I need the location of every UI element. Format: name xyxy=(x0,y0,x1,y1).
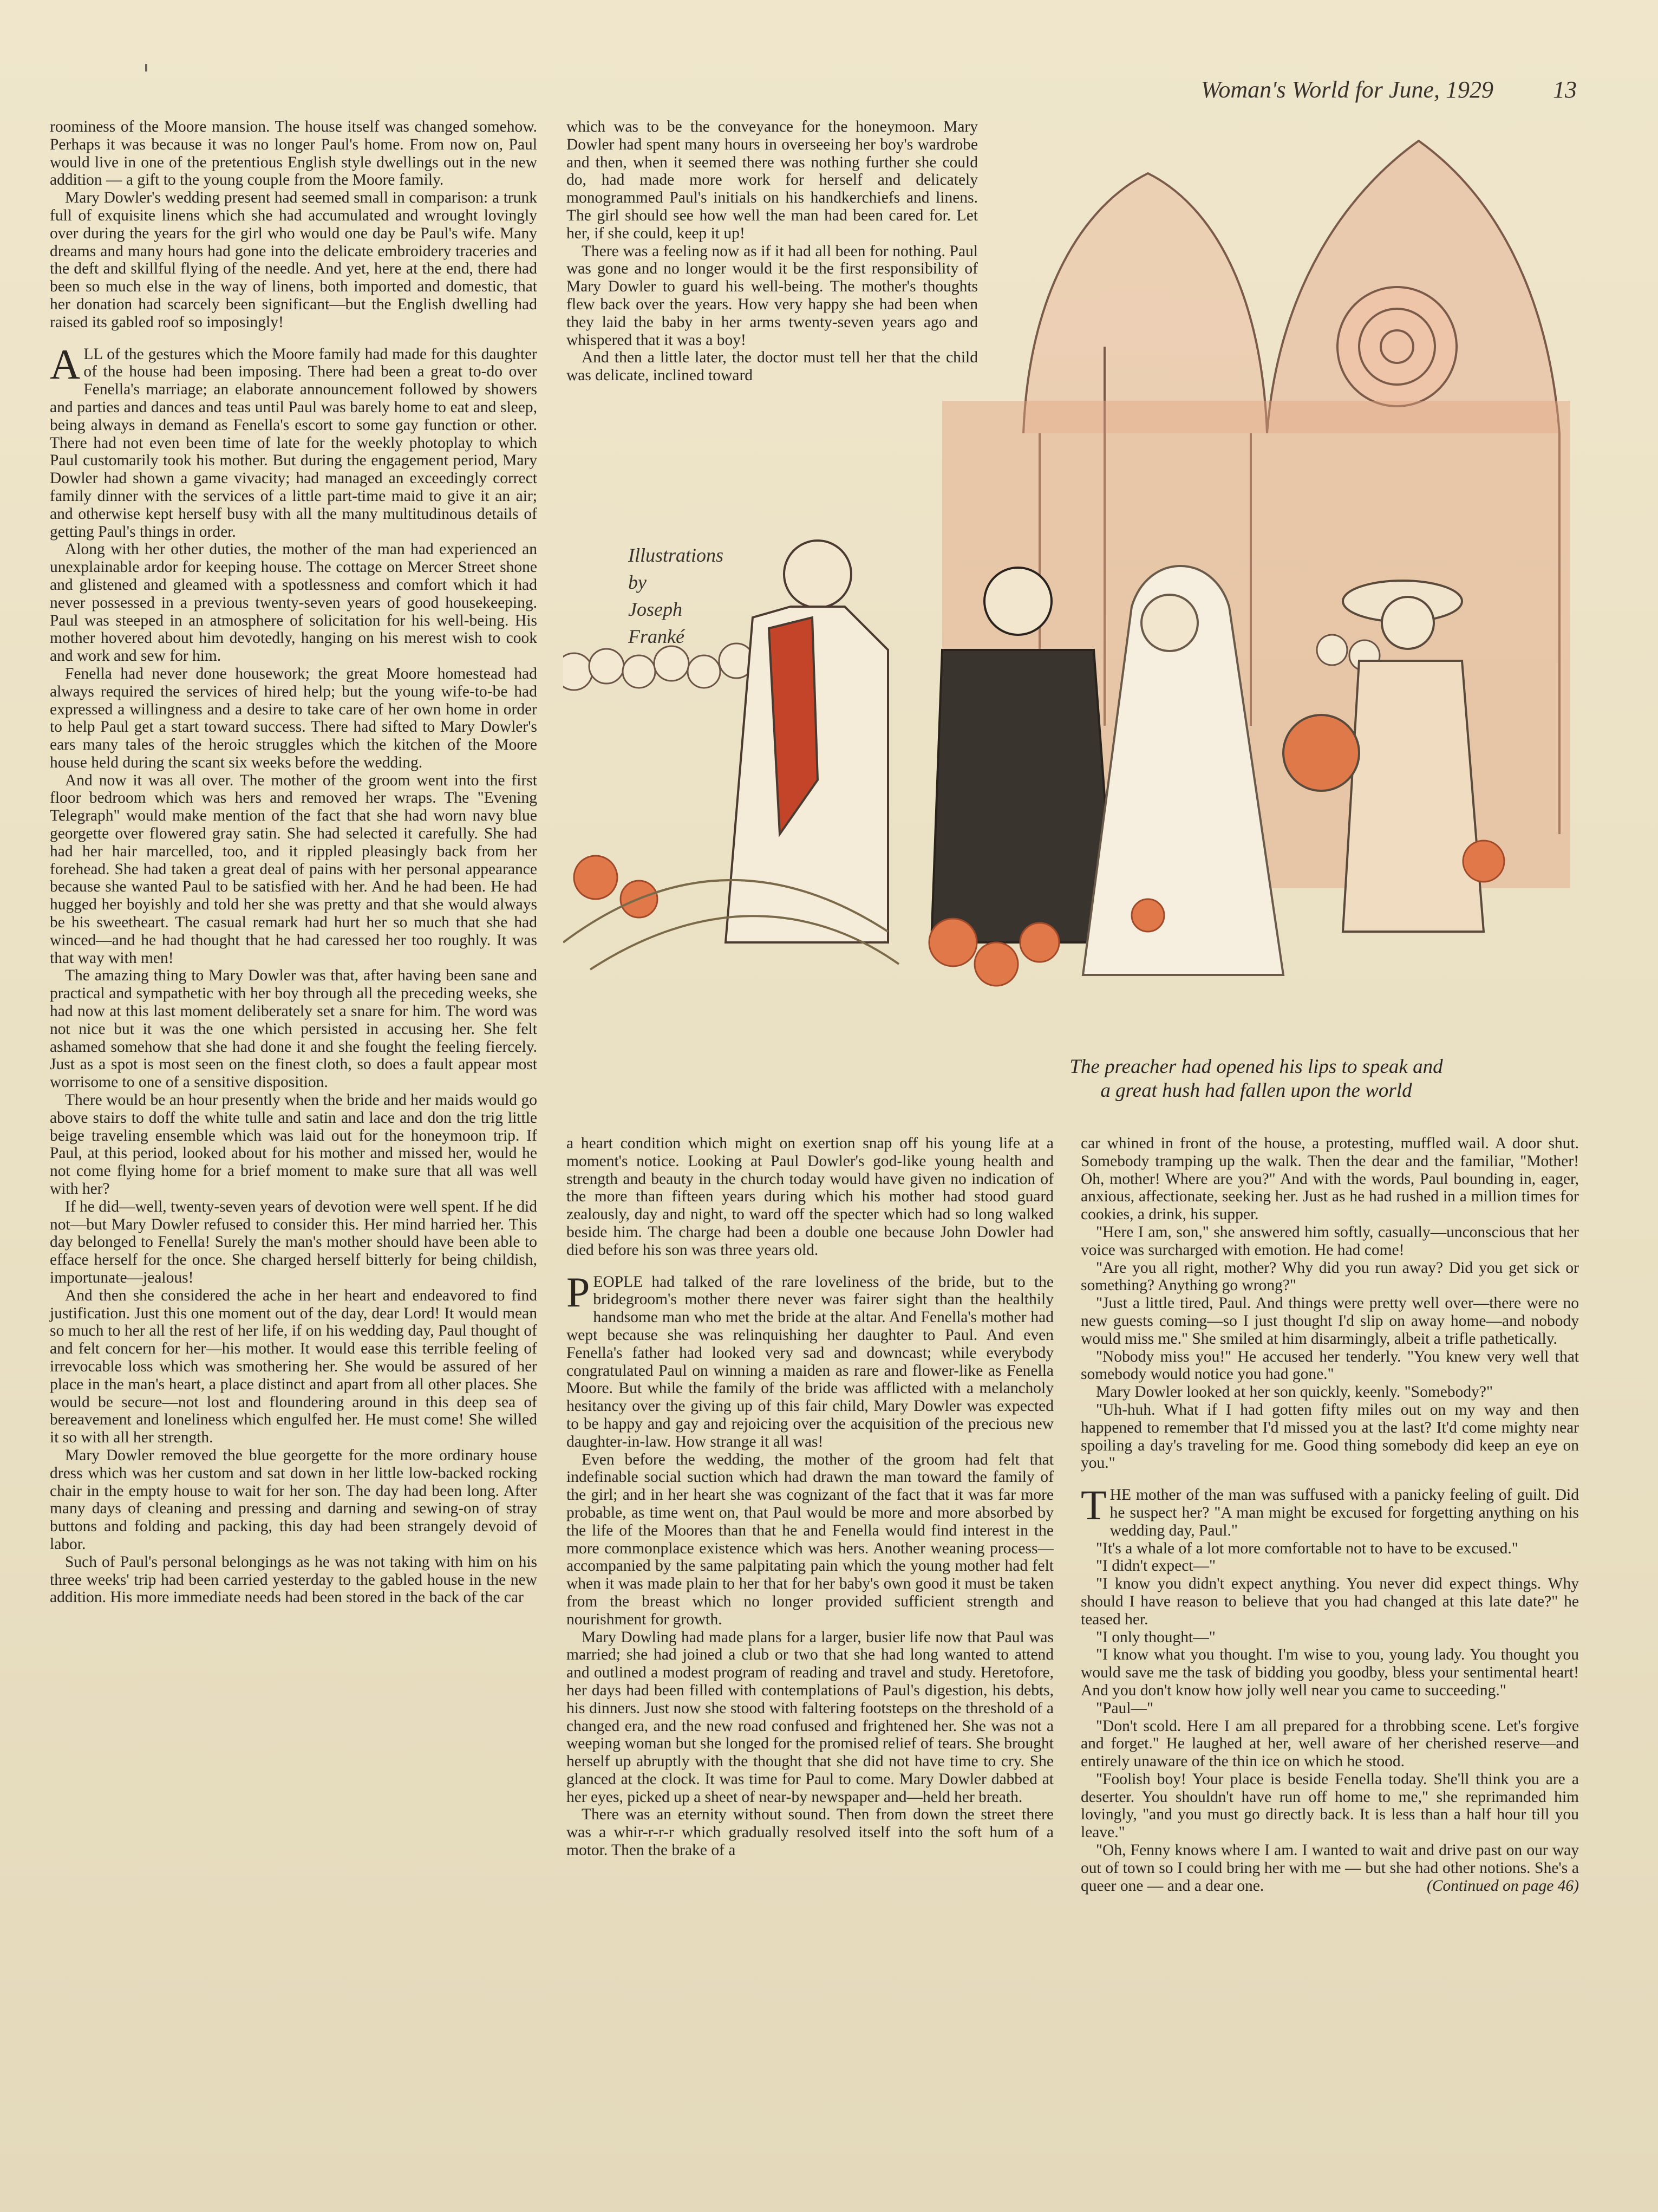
text-column-1 xyxy=(50,118,537,1606)
credit-line: Illustrations xyxy=(628,544,724,566)
paragraph-text: LL of the gestures which the Moore family had made for this daughter of the house had been imposing. There had been a great to-do over Fenella's marriage; an elaborate announcement followed by showers and parties and dances and teas until Paul was barely home to eat and sleep, being always in demand as Fenella's escort to some gay function or other. There had not even been time of late for the weekly photoplay to which Paul customarily took his mother. But during the engagement period, Mary Dowler had shown a game vivacity; had managed an exceedingly correct family dinner with the services of a little part-time maid to give it an air; and otherwise kept herself busy with all the many multitudinous details of getting Paul's things in order. xyxy=(50,345,537,541)
paragraph-text: HE mother of the man was suffused with a panicky feeling of guilt. Did he suspect her? "A man might be excused for forgetting anything on his wedding day, Paul." xyxy=(1109,1486,1579,1539)
page-number: 13 xyxy=(1553,76,1577,103)
paragraph-final xyxy=(1081,1842,1579,1895)
paragraph: Mary Dowler removed the blue georgette for the more ordinary house dress which was her custom and sat down in her little low-backed rocking chair in the empty house to wait for her son. The day had been long. After many days of cleaning and pressing and darning and sewing-on of stray buttons and folding and packing, this day had been strangely devoid of labor. xyxy=(50,1446,537,1553)
paragraph: "Here I am, son," she answered him softly, casually—unconscious that her voice was surcharged with emotion. He had come! xyxy=(1081,1223,1579,1259)
paragraph: "Foolish boy! Your place is beside Fenella today. She'll think you are a deserter. You shouldn't have run off home to me," she reprimanded him lovingly, "and you must go directly back. It is less than a half hour till you leave." xyxy=(1081,1770,1579,1842)
paragraph: Fenella had never done housework; the great Moore homestead had always required the services of hired help; but the young wife-to-be had expressed a willingness and a desire to take care of her own home in order to help Paul get a start toward success. There had sifted to Mary Dowler's ears many tales of the heroic struggles which the kitchen of the Moore house held during the scant six weeks before the wedding. xyxy=(50,665,537,771)
paragraph: roominess of the Moore mansion. The house itself was changed somehow. Perhaps it was because it was no longer Paul's home. From now on, Paul would live in one of the pretentious English style dwellings out in the new addition — a gift to the young couple from the Moore family. xyxy=(50,118,537,189)
scan-mark xyxy=(145,64,147,71)
credit-line: Franké xyxy=(628,626,684,647)
illustration-caption xyxy=(953,1055,1559,1103)
paragraph: And then she considered the ache in her heart and endeavored to find justification. Just this one moment out of the day, dear Lord! It would mean so much to her all the rest of her life, if on his wedding day, Paul thought of and felt concern for her—his mother. It would ease this terrible feeling of irrevocable loss which was smothering her. She would be assured of her place in the man's heart, a place distinct and apart from all other places. She would be secure—not lost and floundering around in this deep sea of bereavement and loneliness which engulfed her. He must come! She willed it so with all her strength. xyxy=(50,1286,537,1447)
paragraph-dropcap xyxy=(50,340,537,541)
paragraph-dropcap xyxy=(566,1268,1054,1451)
paragraph: "Uh-huh. What if I had gotten fifty miles out on my way and then happened to remember that I'd missed you at the last? It'd come mighty near spoiling a day's traveling for me. Good thing somebody did keep an eye on you." xyxy=(1081,1401,1579,1472)
text-column-2 xyxy=(566,1135,1054,1859)
paragraph: "Don't scold. Here I am all prepared for a throbbing scene. Let's forgive and forget." He laughed at her, well aware of her cherished reserve—and entirely unaware of the thin ice on which he stood. xyxy=(1081,1717,1579,1771)
paragraph: car whined in front of the house, a protesting, muffled wail. A door shut. Somebody tramping up the walk. Then the dear and the familiar, "Mother! Oh, mother! Where are you?" And with the words, Paul bounding in, eager, anxious, affectionate, seeking her. Just as he had rushed in a million times for cookies, a drink, his supper. xyxy=(1081,1135,1579,1224)
paragraph: "It's a whale of a lot more comfortable not to have to be excused." xyxy=(1096,1539,1518,1557)
text-column-3 xyxy=(1081,1135,1579,1895)
paragraph: Mary Dowler's wedding present had seemed small in comparison: a trunk full of exquisite linens which she had accumulated and wrought lovingly over during the years for the girl who would one day be Paul's wife. Many dreams and many hours had gone into the delicate embroidery traceries and the deft and skillful flying of the needle. And yet, here at the end, there had been so much else in the way of linens, both imported and domestic, that her donation had scarcely been significant—but the English dwelling had raised its gabled roof so imposingly! xyxy=(50,189,537,331)
paragraph: And now it was all over. The mother of the groom went into the first floor bedroom which was hers and removed her wraps. The "Evening Telegraph" would make mention of the fact that she had worn navy blue georgette over flowered gray satin. She had selected it carefully. She had had her hair marcelled, too, and it rippled pleasingly back from her forehead. She had taken a great deal of pains with her personal appearance because she wanted Paul to be satisfied with her. And he had been. He had hugged her boyishly and told her she was pretty and that she would always be his sweetheart. The casual remark had hurt her so much that she had winced—and he had thought that he had caressed her too roughly. It was that way with men! xyxy=(50,771,537,967)
paragraph: If he did—well, twenty-seven years of devotion were well spent. If he did not—but Mary Dowler refused to consider this. Her mind harried her. This day belonged to Fenella! Surely the man's mother should have been able to efface herself for the once. She charged herself bitterly for being childish, importunate—jealous! xyxy=(50,1198,537,1286)
paragraph: "Nobody miss you!" He accused her tenderly. "You knew very well that somebody would notice you had gone." xyxy=(1081,1348,1579,1383)
paragraph: And then a little later, the doctor must tell her that the child was delicate, inclined toward xyxy=(566,349,978,385)
magazine-title: Woman's World for June, 1929 xyxy=(1200,76,1493,103)
credit-line: by xyxy=(628,571,647,593)
paragraph: There would be an hour presently when the bride and her maids would go above stairs to doff the white tulle and satin and lace and don the trig little beige traveling ensemble which was laid out for the honeymoon trip. If Paul, at this period, looked about for his mother and missed her, would he not come flying home for a brief moment to make sure that all was well with her? xyxy=(50,1091,537,1198)
caption-line: a great hush had fallen upon the world xyxy=(1100,1079,1412,1102)
paragraph: "Just a little tired, Paul. And things were pretty well over—there were no new guests coming—so I just thought I'd slip on away home—and nobody would miss me." She smiled at him disarmingly, albeit a trifle pathetically. xyxy=(1081,1294,1579,1348)
drop-cap: T xyxy=(1081,1481,1107,1529)
running-header xyxy=(927,76,1577,108)
paragraph: "I only thought—" xyxy=(1096,1628,1216,1646)
paragraph-text: EOPLE had talked of the rare loveliness of the bride, but to the bridegroom's mother there never was fairer sight than the healthily handsome man who met the bride at the altar. And Fenella's mother had wept because she was relinquishing her daughter to Paul. And even Fenella's father had looked very sad and downcast; while everybody congratulated Paul on winning a maiden as rare and flower-like as Fenella Moore. But while the family of the bride was afflicted with a melancholy hesitancy over the giving up of this fair child, Mary Dowler was expected to be happy and gay and rejoicing over the acquisition of the precious new daughter-in-law. How strange it all was! xyxy=(566,1273,1054,1450)
paragraph: Even before the wedding, the mother of the groom had felt that indefinable social suction which had drawn the man toward the family of the girl; and in her heart she was cognizant of the fact that it was far more probable, as time went on, that Paul would be more and more absorbed by the life of the Moores than that he and Fenella would find interest in the more commonplace existence which was hers. Another weaning process—accompanied by the same palpitating pain which the young mother had felt when it was made plain to her that for her baby's own good it must be taken from the breast which no longer provided sufficient strength and nourishment for growth. xyxy=(566,1450,1054,1628)
paragraph: "Are you all right, mother? Why did you run away? Did you get sick or something? Anything go wrong?" xyxy=(1081,1259,1579,1294)
paragraph: There was an eternity without sound. Then from down the street there was a whir-r-r-r which gradually resolved itself into the soft hum of a motor. Then the brake of a xyxy=(566,1806,1054,1859)
drop-cap: A xyxy=(50,340,81,388)
paragraph: Along with her other duties, the mother of the man had experienced an unexplainable ardor for keeping house. The cottage on Mercer Street shone and glistened and gleamed with a spotlessness and comfort which it had never possessed in a previous twenty-seven years of good housekeeping. Paul was steeped in an atmosphere of solicitation for his well-being. His mother hovered about him devotedly, hanging on his merest wish to cook and work and sew for him. xyxy=(50,541,537,665)
paragraph-dropcap xyxy=(1081,1481,1579,1539)
paragraph: Such of Paul's personal belongings as he was not taking with him on his three weeks' trip had been carried yesterday to the gabled house in the new addition. His more immediate needs had been stored in the back of the car xyxy=(50,1553,537,1606)
paragraph: There was a feeling now as if it had all been for nothing. Paul was gone and no longer would it be the first responsibility of Mary Dowler to guard his well-being. The mother's thoughts flew back over the years. How very happy she had been when they laid the baby in her arms twenty-seven years ago and whispered that it was a boy! xyxy=(566,242,978,349)
paragraph: "I didn't expect—" xyxy=(1096,1557,1216,1575)
continued-notice: (Continued on page 46) xyxy=(1426,1877,1579,1895)
paragraph: Mary Dowler looked at her son quickly, keenly. "Somebody?" xyxy=(1096,1383,1493,1401)
paragraph: a heart condition which might on exertion snap off his young life at a moment's notice. Looking at Paul Dowler's god-like young health and strength and beauty in the church today would have given no indication of the more than fifteen years during which his mother had stood guard zealously, day and night, to ward off the specter which had so long walked beside him. The charge had been a double one because John Dowler had died before his son was three years old. xyxy=(566,1135,1054,1259)
caption-line: The preacher had opened his lips to speak and xyxy=(1069,1056,1443,1078)
paragraph: which was to be the conveyance for the honeymoon. Mary Dowler had spent many hours in overseeing her boy's wardrobe and then, when it seemed there was nothing further she could do, had made more work for herself and delicately monogrammed Paul's initials on his handkerchiefs and linens. The girl should see how well the man had been cared for. Let her, if she could, keep it up! xyxy=(566,118,978,242)
paragraph: The amazing thing to Mary Dowler was that, after having been sane and practical and sympathetic with her boy through all the preceding weeks, she had now at this last moment deliberately set a snare for him. The word was not nice but it was the one which persisted in accusing her. She felt ashamed somehow that she had done it and she fought the feeling fiercely. Just as a spot is most seen on the finest cloth, so does a fault appear most worrisome to one of a sensitive disposition. xyxy=(50,967,537,1091)
paragraph: "Paul—" xyxy=(1096,1699,1154,1717)
paragraph: Mary Dowling had made plans for a larger, busier life now that Paul was married; she had joined a club or two that she had long wanted to attend and outlined a modest program of reading and travel and study. Heretofore, her days had been filled with contemplations of Paul's digestion, his debts, his dinners. Just now she stood with faltering footsteps on the threshold of a changed era, and the new road confused and frightened her. She was not a weeping woman but she longed for the promised relief of tears. She brought herself up abruptly with the thought that she did not have time to cry. She glanced at the clock. It was time for Paul to come. Mary Dowler dabbed at her eyes, picked up a sheet of near-by newspaper and—held her breath. xyxy=(566,1628,1054,1806)
drop-cap: P xyxy=(566,1268,590,1316)
paragraph-text: "Oh, Fenny knows where I am. I wanted to wait and drive past on our way out of town so I could bring her with me — but she had other notions. She's a queer one — and a dear one. xyxy=(1081,1842,1579,1895)
paragraph: "I know what you thought. I'm wise to you, young lady. You thought you would save me the task of bidding you goodby, bless your sentimental heart! And you don't know how jolly well near you came to succeeding." xyxy=(1081,1646,1579,1699)
paragraph: "I know you didn't expect anything. You never did expect things. Why should I have reason to believe that you had changed at this late date?" he teased her. xyxy=(1081,1575,1579,1628)
illustration-credit xyxy=(628,542,758,650)
credit-line: Joseph xyxy=(628,598,682,620)
